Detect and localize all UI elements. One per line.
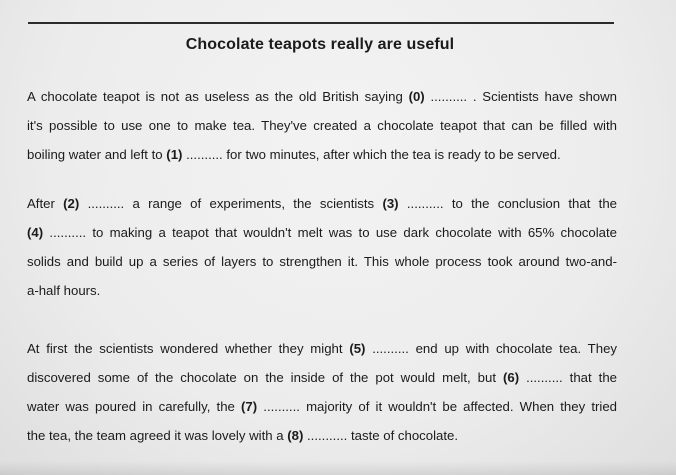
gap-number: (5) — [349, 341, 366, 356]
text-line: discovered some of the chocolate on the inside of the pot would melt, but (6) .......... that the — [27, 370, 617, 385]
text-line: water was poured in carefully, the (7) .......... majority of it wouldn't be affected. When they tried — [27, 399, 617, 414]
gap-number: (0) — [408, 89, 425, 104]
gap-number: (7) — [241, 399, 258, 414]
gap-number: (2) — [63, 196, 80, 211]
gap-number: (4) — [27, 225, 44, 240]
gap-number: (3) — [382, 196, 399, 211]
gap-number: (1) — [166, 147, 183, 162]
text-line: solids and build up a series of layers to strengthen it. This whole process took around two-and- — [27, 254, 617, 269]
text-line: At first the scientists wondered whether they might (5) .......... end up with chocolate tea. They — [27, 341, 618, 356]
text-line: After (2) .......... a range of experiments, the scientists (3) .......... to the conclusion that the — [27, 196, 617, 211]
top-divider — [28, 22, 614, 24]
text-line: A chocolate teapot is not as useless as the old British saying (0) .......... . Scientists have shown — [27, 89, 617, 104]
page-title: Chocolate teapots really are useful — [185, 36, 455, 53]
paragraph-2 — [27, 189, 617, 305]
page-shadow — [0, 461, 676, 475]
text-line: a-half hours. — [27, 283, 101, 298]
gap-number: (8) — [287, 428, 304, 443]
text-line: (4) .......... to making a teapot that wouldn't melt was to use dark chocolate with 65% chocolate — [27, 225, 617, 240]
paragraph-1 — [27, 82, 617, 169]
paragraph-3 — [27, 334, 617, 450]
text-line: the tea, the team agreed it was lovely with a (8) ........... taste of chocolate. — [27, 428, 459, 443]
text-line: it's possible to use one to make tea. They've created a chocolate teapot that can be filled with — [27, 118, 617, 133]
gap-number: (6) — [502, 370, 520, 385]
text-line: boiling water and left to (1) .......... for two minutes, after which the tea is ready to be served. — [27, 147, 561, 162]
